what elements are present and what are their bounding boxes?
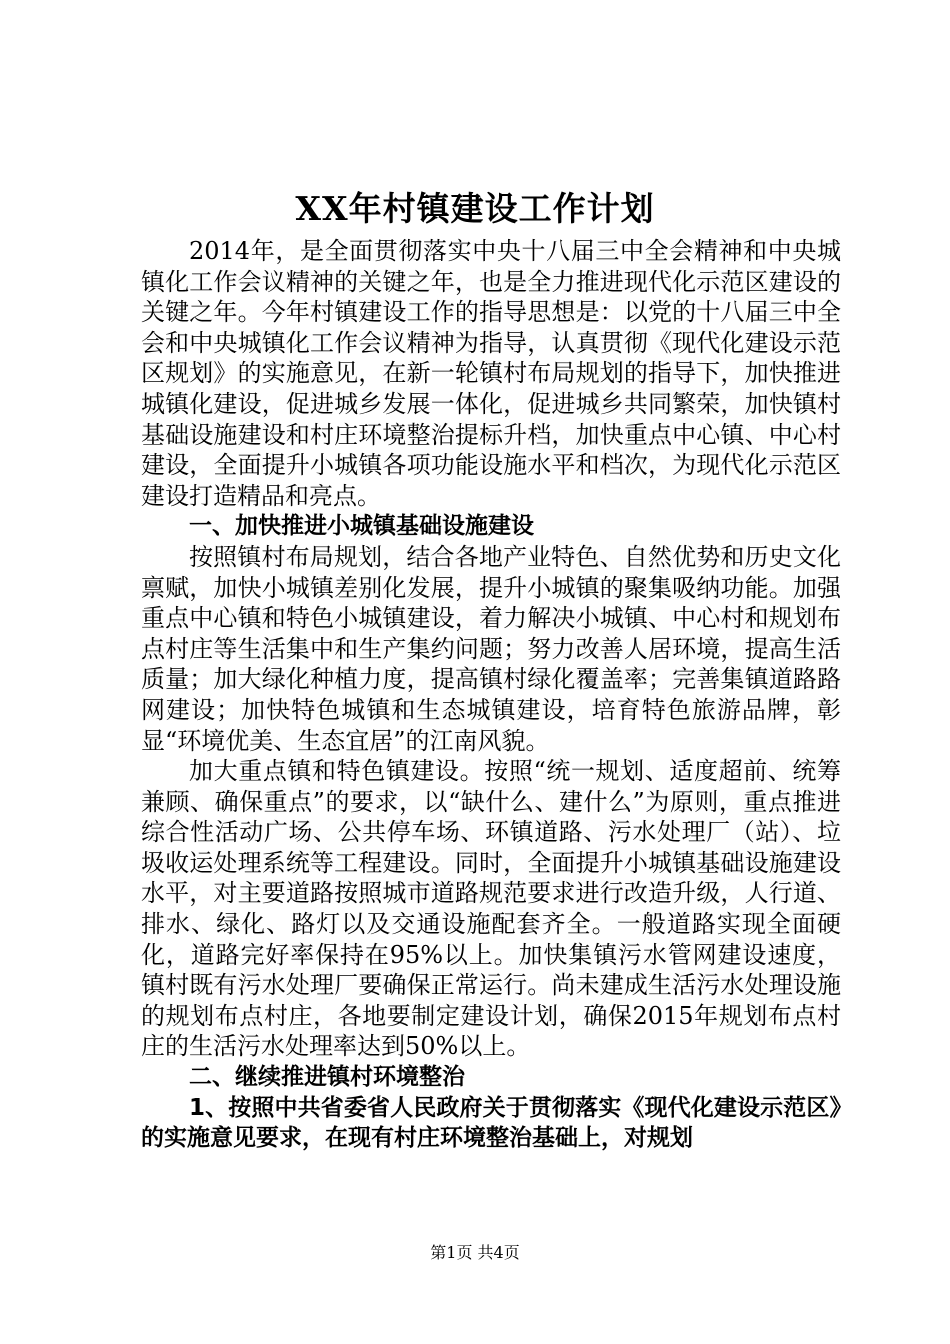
page-footer: 第1页 共4页	[430, 1243, 520, 1262]
section-heading-2: 二、继续推进镇村环境整治	[189, 1064, 465, 1091]
section-1-paragraph-2: 加大重点镇和特色镇建设。按照“统一规划、适度超前、统筹兼顾、确保重点”的要求，以“缺什么、建什么”为原则，重点推进综合性活动广场、公共停车场、环镇道路、污水处理厂（站）、垃圾收运处理系统等工程建设。同时，全面提升小城镇基础设施建设水平，对主要道路按照城市道路规范要求进行改造升级，人行道、排水、绿化、路灯以及交通设施配套齐全。一般道路实现全面硬化，道路完好率保持在95%以上。加快集镇污水管网建设速度，镇村既有污水处理厂要确保正常运行。尚未建成生活污水处理设施的规划布点村庄，各地要制定建设计划，确保2015年规划布点村庄的生活污水处理率达到50%以上。	[141, 757, 841, 1061]
document-body	[141, 236, 841, 1154]
section-1-paragraph-1: 按照镇村布局规划，结合各地产业特色、自然优势和历史文化禀赋，加快小城镇差别化发展，提升小城镇的聚集吸纳功能。加强重点中心镇和特色小城镇建设，着力解决小城镇、中心村和规划布点村庄等生活集中和生产集约问题；努力改善人居环境，提高生活质量；加大绿化种植力度，提高镇村绿化覆盖率；完善集镇道路路网建设；加快特色城镇和生态城镇建设，培育特色旅游品牌，彰显“环境优美、生态宜居”的江南风貌。	[141, 542, 841, 755]
document-title: XX年村镇建设工作计划	[295, 189, 655, 228]
section-2-item-1: 1、按照中共省委省人民政府关于贯彻落实《现代化建设示范区》的实施意见要求，在现有村庄环境整治基础上，对规划	[141, 1094, 841, 1152]
intro-paragraph: 2014年，是全面贯彻落实中央十八届三中全会精神和中央城镇化工作会议精神的关键之年，也是全力推进现代化示范区建设的关键之年。今年村镇建设工作的指导思想是：以党的十八届三中全会和中央城镇化工作会议精神为指导，认真贯彻《现代化建设示范区规划》的实施意见，在新一轮镇村布局规划的指导下，加快推进城镇化建设，促进城乡发展一体化，促进城乡共同繁荣，加快镇村基础设施建设和村庄环境整治提标升档，加快重点中心镇、中心村建设，全面提升小城镇各项功能设施水平和档次，为现代化示范区建设打造精品和亮点。	[141, 237, 841, 510]
section-heading-1: 一、加快推进小城镇基础设施建设	[189, 513, 534, 540]
